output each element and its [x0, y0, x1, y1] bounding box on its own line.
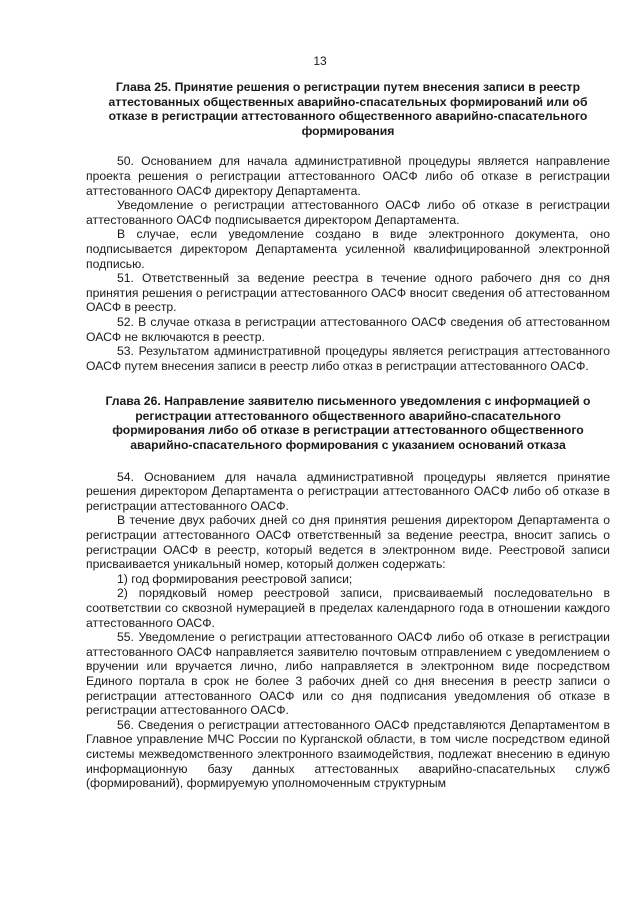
spacer	[86, 373, 610, 394]
paragraph-53: 53. Результатом административной процедуры является регистрация аттестованного ОАСФ путем внесения записи в реестр либо отказ в регистрации аттестованного ОАСФ.	[86, 344, 610, 373]
document-body	[86, 80, 610, 791]
chapter-26-heading: Глава 26. Направление заявителю письменного уведомления с информацией о регистрации аттестованного общественного аварийно-спасательного формирования либо об отказе в регистрации аттестованного общественного аварийно-спасательного формирования с указанием оснований отказа	[105, 394, 591, 453]
paragraph-54: 54. Основанием для начала административной процедуры является принятие решения директором Департамента о регистрации аттестованного ОАСФ либо об отказе в регистрации аттестованного ОАСФ.	[86, 469, 610, 513]
paragraph-56: 56. Сведения о регистрации аттестованного ОАСФ представляются Департаментом в Главное управление МЧС России по Курганской области, в том числе посредством единой системы межведомственного электронного взаимодействия, подлежат внесению в единую информационную базу данных аттестованных аварийно-спасательных служб (формирований), формируемую уполномоченным структурным	[86, 717, 610, 791]
paragraph-notification-signed: Уведомление о регистрации аттестованного ОАСФ либо об отказе в регистрации аттестованного ОАСФ подписывается директором Департамента.	[86, 198, 610, 227]
page-number: 13	[313, 54, 327, 68]
chapter-25-heading: Глава 25. Принятие решения о регистрации путем внесения записи в реестр аттестованных общественных аварийно-спасательных формирований или об отказе в регистрации аттестованного общественного аварийно-спасательного формирования	[108, 80, 588, 138]
paragraph-55: 55. Уведомление о регистрации аттестованного ОАСФ либо об отказе в регистрации аттестованного ОАСФ направляется заявителю почтовым отправлением с уведомлением о вручении или вручается лично, либо направляется в электронном виде посредством Единого портала в срок не более 3 рабочих дней со дня внесения в реестр записи о регистрации аттестованного ОАСФ или со дня подписания уведомления об отказе в регистрации аттестованного ОАСФ.	[86, 630, 610, 718]
paragraph-51: 51. Ответственный за ведение реестра в течение одного рабочего дня со дня принятия решения о регистрации аттестованного ОАСФ вносит сведения об аттестованном ОАСФ в реестр.	[86, 271, 610, 315]
paragraph-52: 52. В случае отказа в регистрации аттестованного ОАСФ сведения об аттестованном ОАСФ не включаются в реестр.	[86, 314, 610, 344]
spacer	[86, 138, 610, 154]
list-item-1: 1) год формирования реестровой записи;	[117, 571, 353, 586]
paragraph-electronic-signature: В случае, если уведомление создано в виде электронного документа, оно подписывается директором Департамента усиленной квалифицированной электронной подписью.	[86, 227, 610, 271]
list-item-2: 2) порядковый номер реестровой записи, присваиваемый последовательно в соответствии со сквозной нумерацией в пределах календарного года в отношении каждого аттестованного ОАСФ.	[86, 586, 610, 630]
spacer	[86, 453, 610, 470]
paragraph-50: 50. Основанием для начала административной процедуры является направление проекта решения о регистрации аттестованного ОАСФ либо об отказе в регистрации аттестованного ОАСФ директору Департамента.	[86, 154, 610, 198]
paragraph-registry-entry: В течение двух рабочих дней со дня принятия решения директором Департамента о регистрации аттестованного ОАСФ ответственный за ведение реестра, вносит запись о регистрации ОАСФ в реестр, который ведется в электронном виде. Реестровой записи присваивается уникальный номер, который должен содержать:	[86, 513, 610, 572]
